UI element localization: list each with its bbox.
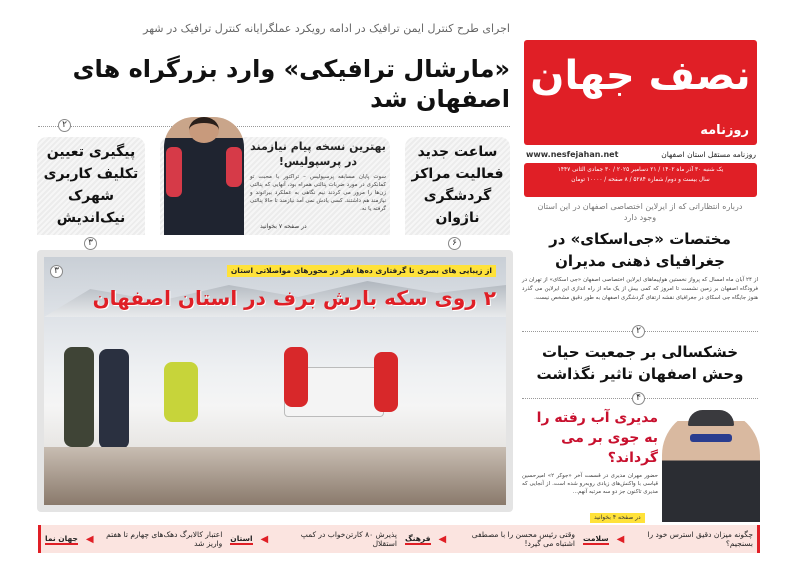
tagline: روزنامه مستقل استان اصفهان [661, 150, 756, 159]
worker [164, 362, 198, 422]
rescuer [374, 352, 398, 412]
page-number: ۲ [58, 119, 71, 132]
story1-kicker: درباره انتظاراتی که از ایرلاین اختصاصی اصفهان در این استان وجود دارد [537, 202, 743, 222]
lead-headline[interactable]: «مارشال ترافیکی» وارد بزرگراه های اصفهان شد [72, 55, 510, 113]
website-link[interactable]: www.nesfejahan.net [526, 150, 619, 159]
modiri-photo [662, 410, 760, 522]
category-label[interactable]: استان [230, 533, 253, 543]
cap [688, 410, 734, 426]
box-title: پیگیری تعیین تکلیف کاربری شهرک نیک‌اندیش [43, 144, 139, 226]
story-box-nikandish[interactable] [37, 137, 145, 235]
story1-headline[interactable]: مختصات «جی‌اسکای» در جغرافیای ذهنی مدیران [549, 230, 731, 270]
story-box-najvan[interactable] [405, 137, 510, 235]
arrow-icon: ◀ [260, 533, 269, 545]
page-number: ۲ [632, 325, 645, 338]
glasses [690, 434, 732, 442]
officer [64, 347, 94, 447]
player-head [189, 117, 219, 143]
arrow-icon: ◀ [85, 533, 94, 545]
story2-headline[interactable]: خشکسالی بر جمعیت حیات وحش اصفهان تاثیر نگذاشت [536, 343, 744, 383]
story1-body: از ۲۴ آبان ماه امسال که پرواز نخستین هواپیماهای ایرلاین اختصاصی اصفهان «جی اسکای» از تهران در فرودگاه اصفهان بر زمین نشست تا امروز که کمی بیش از یک ماه از راه اندازی این ایرلاین می گذرد هنوز جایگاه جی اسکای در جغرافیای نقشه ارتقای گردشگری اصفهان به طور دقیق مشخص نیست. [522, 277, 759, 301]
date-line: یک شنبه ۳۰ آذر ماه ۱۴۰۲ / ۲۱ دسامبر ۲۰۲۵ / ۳۰ جمادی الثانی ۱۴۴۷ [557, 167, 724, 173]
category-label[interactable]: سلامت [582, 533, 609, 543]
story3-headline[interactable]: مدیری آب رفته را به جوی بر می گرداند؟ [536, 410, 658, 466]
player-sleeve [166, 147, 182, 197]
divider [38, 126, 510, 127]
story-box-persepolis[interactable] [160, 137, 390, 235]
category-label[interactable]: جهان نما [45, 533, 78, 543]
player-sleeve [226, 147, 242, 187]
strip-headline[interactable]: وقتی رئیس محسن را با مصطفی اشتباه می گیرد! [471, 530, 575, 548]
ground [44, 447, 506, 505]
box-title: ساعت جدید فعالیت مراکز گردشگری ناژوان [411, 144, 504, 226]
box-title: بهترین نسخه پیام نیازمند در پرسپولیس! [250, 140, 386, 168]
snow-photo[interactable] [44, 257, 506, 505]
logo-prefix: روزنامه [700, 123, 749, 138]
read-more-link[interactable]: در صفحه ۴ بخوانید [590, 513, 645, 523]
page-number: ۳ [50, 265, 63, 278]
category-label[interactable]: فرهنگ [404, 533, 431, 543]
page-number: ۳ [84, 237, 97, 250]
read-more-link[interactable]: در صفحه ۷ بخوانید [260, 223, 307, 230]
rescuer [284, 347, 308, 407]
arrow-icon: ◀ [438, 533, 447, 545]
story3-body: حضور مهران مدیری در قسمت آخر «جوکر ۲» امیرحسین قیاسی با واکنش‌های زیادی روبه‌رو شده است. از آنجایی که مدیری تاکنون جز دو سه مرتبه آنهم... [522, 473, 658, 495]
arrow-icon: ◀ [616, 533, 625, 545]
strip-headline[interactable]: پذیرش ۸۰ کارتن‌خواب در کمپ استقلال [300, 530, 397, 548]
photo-kicker: از زیبایی های بصری تا گرفتاری ده‌ها نفر در محورهای مواصلاتی استان [227, 265, 496, 277]
lead-kicker: اجرای طرح کنترل ایمن ترافیک در ادامه رویکرد عملگرایانه کنترل ترافیک در شهر [143, 22, 510, 35]
bottom-headlines-strip [38, 525, 760, 553]
page-number: ۶ [448, 237, 461, 250]
newspaper-logo[interactable] [524, 40, 757, 145]
date-bar [524, 163, 757, 197]
strip-headline[interactable]: چگونه میزان دقیق استرس خود را بسنجیم؟ [647, 530, 754, 548]
player-photo [164, 117, 244, 235]
page-number: ۴ [632, 392, 645, 405]
box-body: سوت پایان مسابقه پرسپولیس – تراکتور با محبت تو کمانکری در مورد ضربات پنالتی همراه بود، آنهایی که پنالتی زن‌ها را مرور می کردند نیم نگاهی به عملکرد بیرانوند و نیازمند هم داشتند. کسی یادش نمی آمد نیازمند تا حالا پنالتی گرفته یا نه. [250, 174, 386, 212]
logo-text: نصف جهان [530, 53, 751, 99]
photo-headline[interactable]: ۲ روی سکه بارش برف در استان اصفهان [92, 286, 496, 310]
issue-line: سال بیست و دوم/ شماره ۵۲۸۴ / ۸ صفحه / ۱۰۰۰۰ تومان [571, 177, 710, 183]
officer [99, 349, 129, 449]
strip-headline[interactable]: اعتبار کالابرگ دهک‌های چهارم تا هفتم واریز شد [106, 530, 223, 548]
